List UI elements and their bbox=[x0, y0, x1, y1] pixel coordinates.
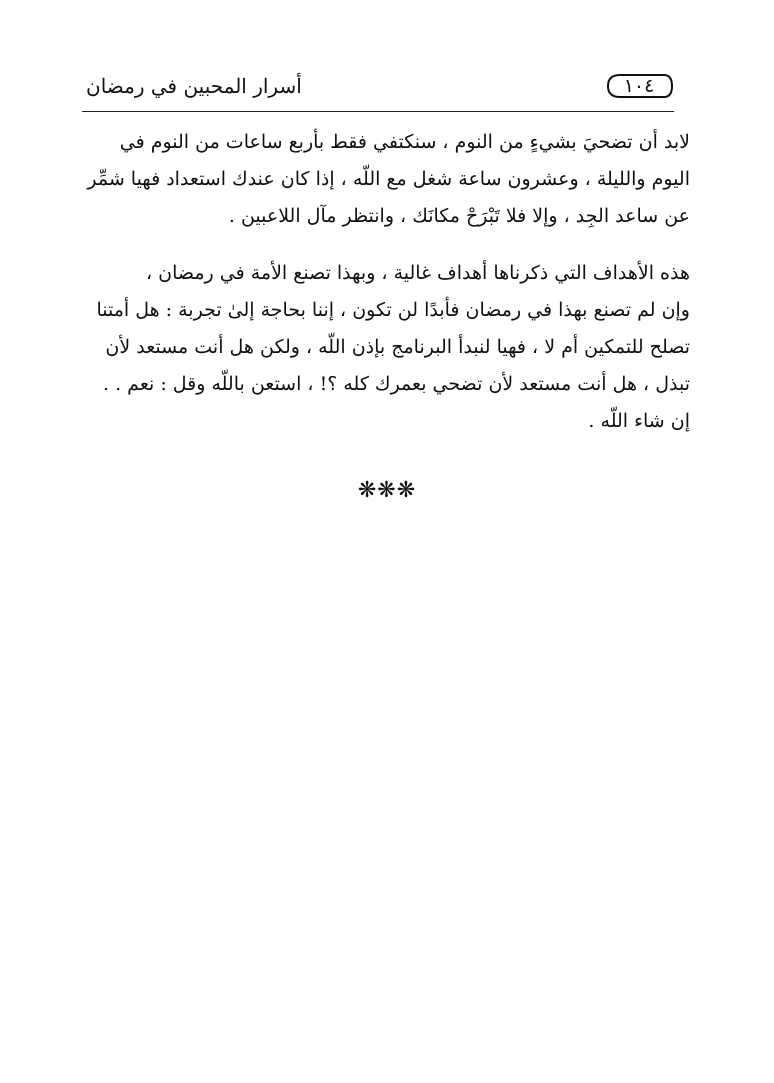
text-line: هذه الأهداف التي ذكرناها أهداف غالية ، وبهذا تصنع الأمة في رمضان ، bbox=[145, 262, 690, 284]
text-line: عن ساعد الجِد ، وإلا فلا تَبْرَحْ مكانَك ، وانتظر مآل اللاعبين . bbox=[228, 205, 690, 227]
text-line: إن شاء اللّه . bbox=[588, 410, 690, 432]
section-separator: ❋❋❋ bbox=[357, 478, 417, 503]
page-number-frame bbox=[606, 72, 676, 100]
text-line: وإن لم تصنع بهذا في رمضان فأبدًا لن تكون ، إننا بحاجة إلىٰ تجربة : هل أمتنا bbox=[96, 299, 690, 321]
page-number: ١٠٤ bbox=[623, 75, 655, 97]
paragraph-1 bbox=[80, 124, 690, 235]
header-divider bbox=[82, 111, 674, 112]
running-title: أسرار المحبين في رمضان bbox=[86, 74, 302, 98]
paragraph-2 bbox=[80, 255, 690, 440]
text-line: تصلح للتمكين أم لا ، فهيا لنبدأ البرنامج بإذن اللّه ، ولكن هل أنت مستعد لأن bbox=[105, 336, 690, 358]
page-header bbox=[82, 66, 676, 110]
text-line: اليوم والليلة ، وعشرون ساعة شغل مع اللّه ، إذا كان عندك استعداد فهيا شمِّر bbox=[87, 168, 690, 190]
text-line: تبذل ، هل أنت مستعد لأن تضحي بعمرك كله ؟! ، استعن باللّه وقل : نعم . . bbox=[103, 373, 690, 395]
text-line: لابد أن تضحيَ بشيءٍ من النوم ، سنكتفي فقط بأربع ساعات من النوم في bbox=[119, 131, 690, 153]
